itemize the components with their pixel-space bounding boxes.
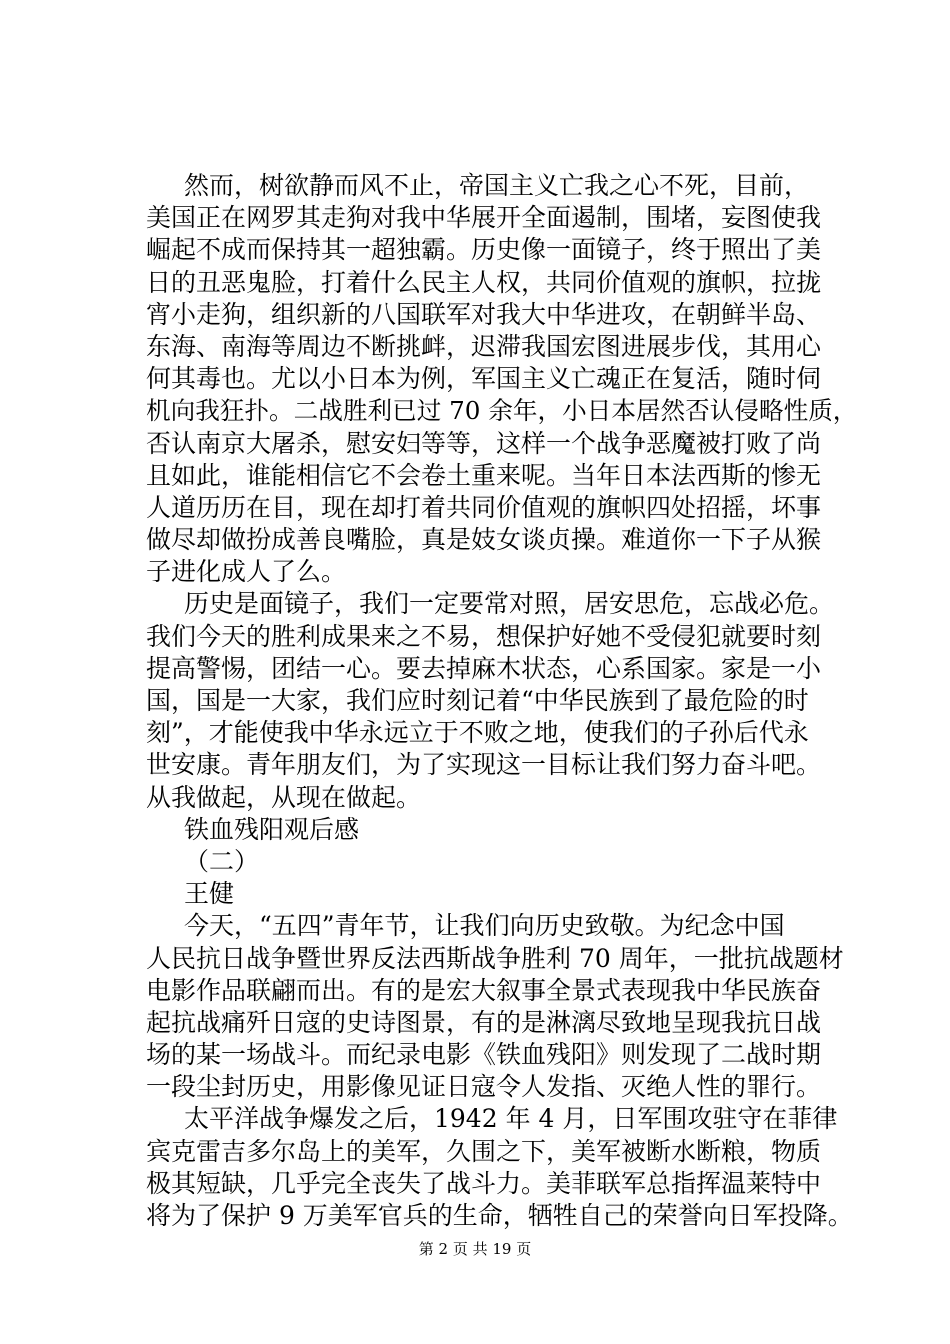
text-line: 然而，树欲静而风不止，帝国主义亡我之心不死，目前，: [184, 171, 810, 200]
text-line: 我们今天的胜利成果来之不易，想保护好她不受侵犯就要时刻: [146, 621, 822, 651]
text-line: 崛起不成而保持其一超独霸。历史像一面镜子，终于照出了美: [146, 235, 822, 265]
text-line: 从我做起，从现在做起。: [146, 782, 422, 812]
text-line: 做尽却做扮成善良嘴脸，真是妓女谈贞操。难道你一下子从猴: [146, 525, 822, 555]
text-line: 一段尘封历史，用影像见证日寇令人发指、灭绝人性的罪行。: [146, 1072, 822, 1102]
text-line: 美国正在网罗其走狗对我中华展开全面遏制，围堵，妄图使我: [146, 203, 822, 233]
text-line: 且如此，谁能相信它不会卷土重来呢。当年日本法西斯的惨无: [146, 460, 822, 490]
text-line: 场的某一场战斗。而纪录电影《铁血残阳》则发现了二战时期: [146, 1040, 822, 1070]
text-line: 日的丑恶鬼脸，打着什么民主人权，共同价值观的旗帜，拉拢: [146, 267, 822, 297]
text-line: 否认南京大屠杀，慰安妇等等，这样一个战争恶魔被打败了尚: [146, 428, 822, 458]
text-line: 何其毒也。尤以小日本为例，军国主义亡魂正在复活，随时伺: [146, 364, 822, 394]
text-line: 今天，“五四”青年节，让我们向历史致敬。为纪念中国: [184, 911, 785, 941]
text-line: 国，国是一大家，我们应时刻记着“中华民族到了最危险的时: [146, 686, 809, 715]
text-line: 铁血残阳观后感: [184, 814, 360, 844]
text-line: 王健: [184, 879, 235, 909]
text-line: 极其短缺，几乎完全丧失了战斗力。美菲联军总指挥温莱特中: [146, 1168, 822, 1198]
text-line: （二）: [184, 846, 260, 876]
text-line: 人道历历在目，现在却打着共同价值观的旗帜四处招摇，坏事: [146, 492, 822, 522]
text-line: 东海、南海等周边不断挑衅，迟滞我国宏图进展步伐，其用心: [146, 331, 822, 361]
text-line: 将为了保护 9 万美军官兵的生命，牺牲自己的荣誉向日军投降。: [146, 1201, 853, 1230]
text-line: 世安康。青年朋友们，为了实现这一目标让我们努力奋斗吧。: [146, 750, 822, 780]
text-line: 宾克雷吉多尔岛上的美军，久围之下，美军被断水断粮，物质: [146, 1136, 822, 1166]
text-line: 提高警惕，团结一心。要去掉麻木状态，心系国家。家是一小: [146, 653, 822, 683]
text-line: 宵小走狗，组织新的八国联军对我大中华进攻，在朝鲜半岛、: [146, 299, 822, 329]
text-line: 起抗战痛歼日寇的史诗图景，有的是淋漓尽致地呈现我抗日战: [146, 1007, 822, 1037]
text-line: 刻”，才能使我中华永远立于不败之地，使我们的子孙后代永: [146, 718, 809, 748]
text-line: 人民抗日战争暨世界反法西斯战争胜利 70 周年，一批抗战题材: [146, 943, 844, 973]
text-line: 电影作品联翩而出。有的是宏大叙事全景式表现我中华民族奋: [146, 975, 822, 1005]
text-line: 历史是面镜子，我们一定要常对照，居安思危，忘战必危。: [184, 589, 835, 619]
text-line: 太平洋战争爆发之后，1942 年 4 月，日军围攻驻守在菲律: [184, 1104, 838, 1134]
page-footer: 第 2 页 共 19 页: [418, 1240, 532, 1258]
text-line: 子进化成人了么。: [146, 557, 347, 587]
body-text: [146, 170, 858, 1232]
text-line: 机向我狂扑。二战胜利已过 70 余年，小日本居然否认侵略性质，: [146, 396, 858, 426]
